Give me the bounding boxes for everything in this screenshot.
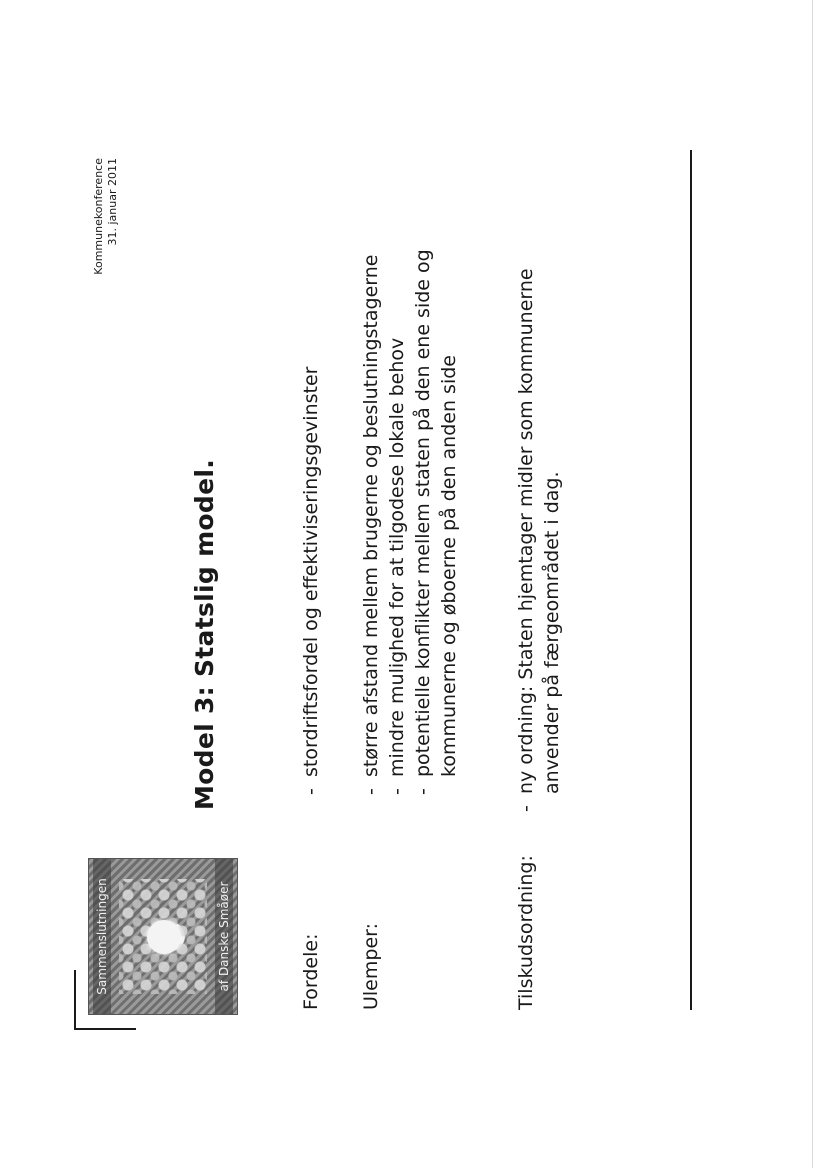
page-edge <box>812 0 813 1168</box>
logo-text-bottom: af Danske Småøer <box>215 859 233 1014</box>
section-items <box>298 367 324 795</box>
section-items <box>513 268 565 812</box>
conference-name: Kommunekonference <box>92 158 105 275</box>
logo-heart-icon <box>147 920 181 954</box>
list-item-continuation: kommunerne og øboerne på den anden side <box>438 355 460 777</box>
slide-title: Model 3: Statslig model. <box>190 458 219 810</box>
slide-corner-mark <box>74 970 76 1030</box>
organization-logo <box>88 858 238 1015</box>
logo-text-top: Sammenslutningen <box>93 859 111 1014</box>
bottom-divider <box>690 150 692 1010</box>
list-item: -potentielle konflikter mellem staten på den ene side og <box>412 249 434 795</box>
list-item-continuation: anvender på færgeområdet i dag. <box>541 471 563 794</box>
section-label: Ulemper: <box>360 922 382 1010</box>
slide-corner-mark <box>74 1028 136 1030</box>
rotated-slide <box>80 150 700 1030</box>
list-item: -ny ordning: Staten hjemtager midler som kommunerne <box>515 268 537 812</box>
list-item: -mindre mulighed for at tilgodese lokale behov <box>386 337 408 795</box>
section-label: Fordele: <box>300 933 322 1010</box>
section-label: Tilskudsordning: <box>515 855 537 1010</box>
conference-info <box>92 158 120 275</box>
section-items <box>358 249 462 795</box>
conference-date: 31. januar 2011 <box>106 158 119 246</box>
list-item: -større afstand mellem brugerne og beslutningstagerne <box>360 254 382 795</box>
list-item: -stordriftsfordel og effektiviseringsgevinster <box>300 366 322 795</box>
